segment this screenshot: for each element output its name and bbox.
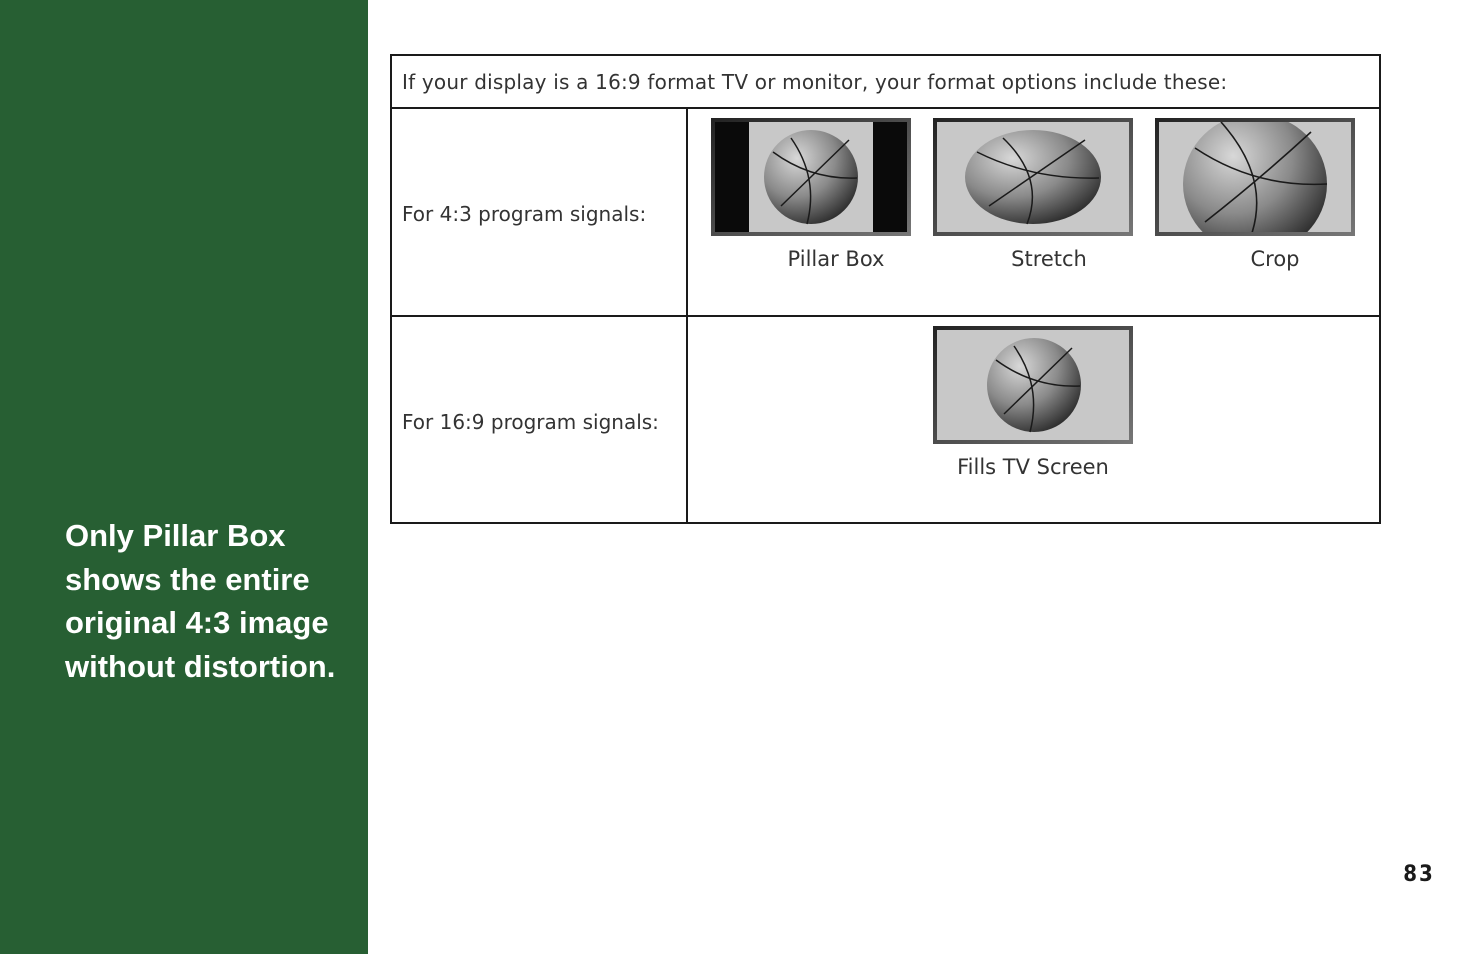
table-column-divider xyxy=(686,109,688,522)
pillar-box-thumbnail xyxy=(711,118,911,236)
caption-pillar-box: Pillar Box xyxy=(787,247,885,271)
table-divider xyxy=(392,107,1379,109)
format-options-table xyxy=(390,54,1381,524)
fills-tv-screen-thumbnail xyxy=(933,326,1133,444)
row-label-4x3: For 4:3 program signals: xyxy=(402,202,647,226)
sidebar-note: Only Pillar Box shows the entire original 4:3 image without distortion. xyxy=(65,518,336,684)
page-number: 83 xyxy=(1403,862,1435,887)
row-label-16x9: For 16:9 program signals: xyxy=(402,410,659,434)
table-divider xyxy=(392,315,1379,317)
stretch-thumbnail xyxy=(933,118,1133,236)
sidebar-panel xyxy=(0,0,368,954)
table-intro-text: If your display is a 16:9 format TV or monitor, your format options include these: xyxy=(402,70,1228,94)
caption-fills-tv-screen: Fills TV Screen xyxy=(957,455,1109,479)
caption-crop: Crop xyxy=(1250,247,1300,271)
crop-thumbnail xyxy=(1155,118,1355,236)
caption-stretch: Stretch xyxy=(1011,247,1087,271)
